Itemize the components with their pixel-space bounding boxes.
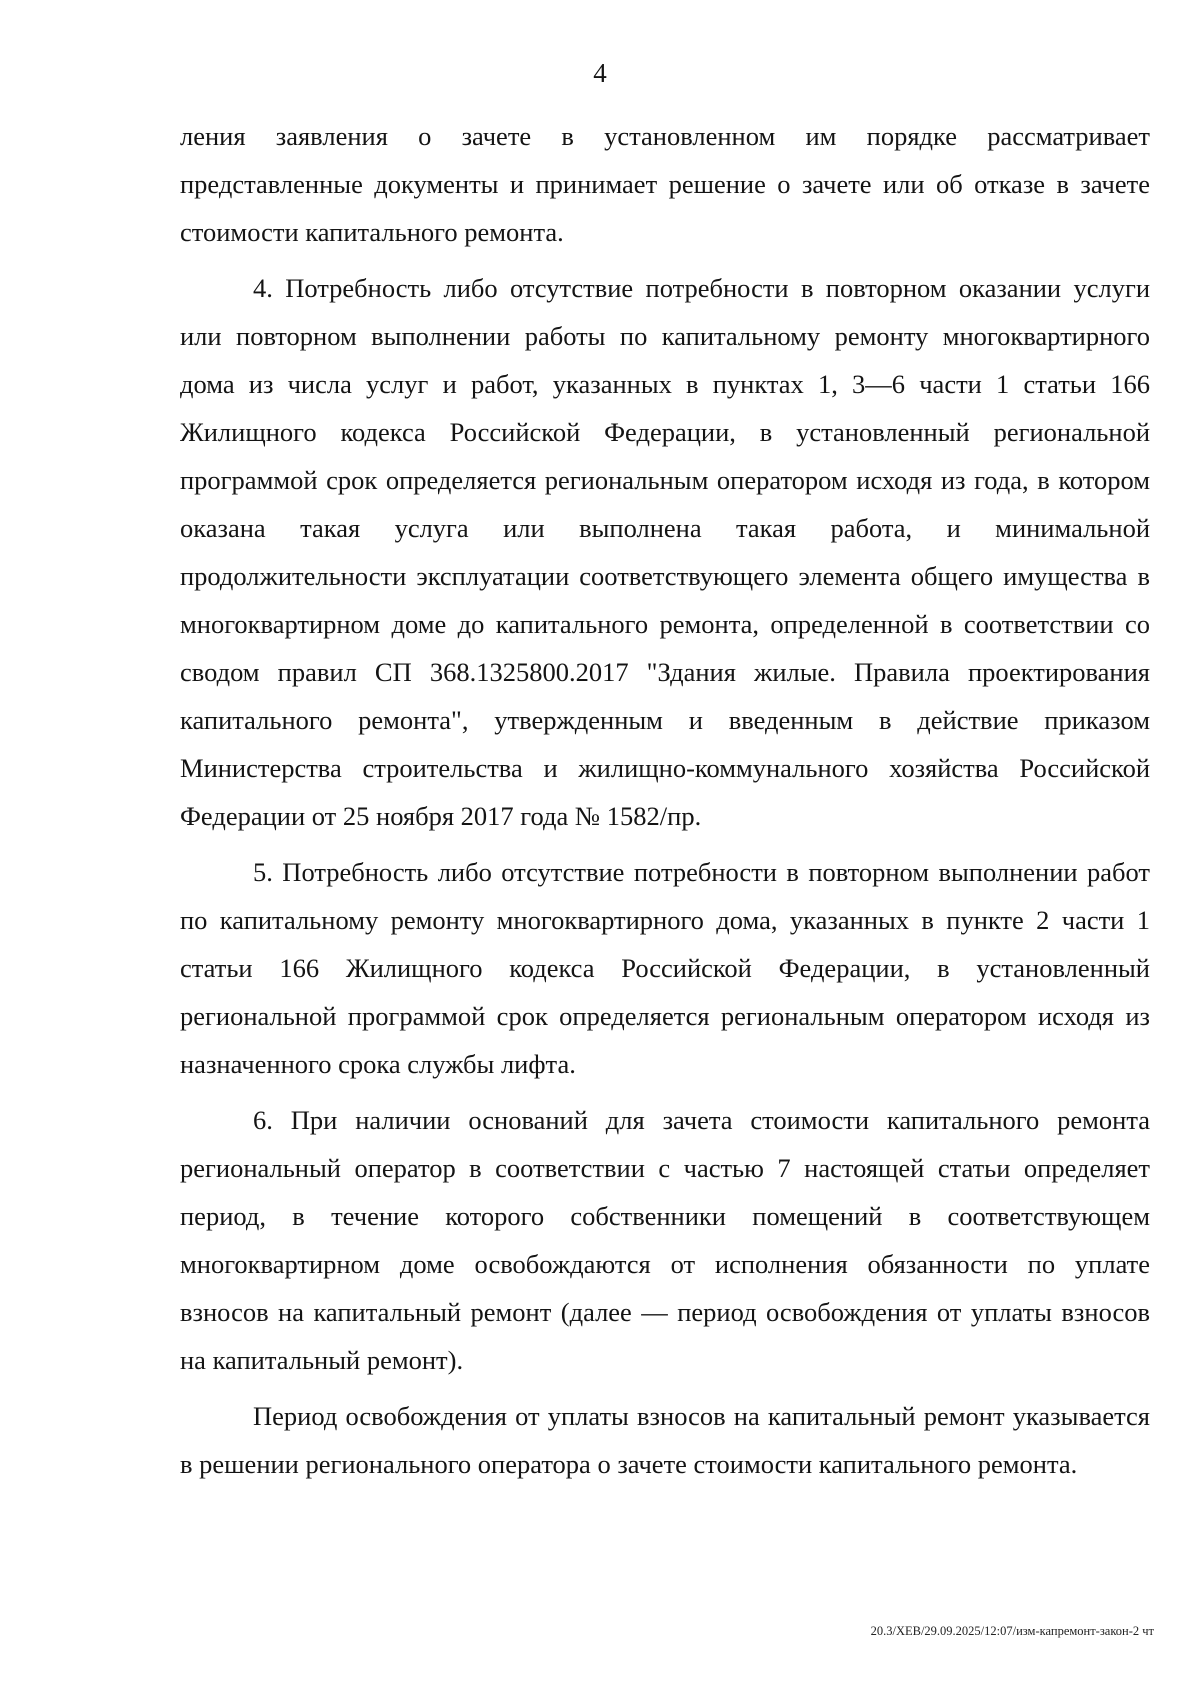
paragraph-item-4: 4. Потребность либо отсутствие потребности в повторном оказании услуги или повторном выполнении работы по капитальному ремонту многоквартирного дома из числа услуг и работ, указанных в пунктах 1, 3—6 части 1 статьи 166 Жилищного кодекса Российской Федерации, в установленный региональной программой срок определяется региональным оператором исходя из года, в котором оказана такая услуга или выполнена такая работа, и минимальной продолжительности эксплуатации соответствующего элемента общего имущества в многоквартирном доме до капитального ремонта, определенной в соответствии со сводом правил СП 368.1325800.2017 "Здания жилые. Правила проектирования капитального ремонта", утвержденным и введенным в действие приказом Министерства строительства и жилищно-коммунального хозяйства Российской Федерации от 25 ноября 2017 года № 1582/пр. [180, 273, 1150, 831]
page-number: 4 [593, 58, 607, 88]
paragraph-continuation: ления заявления о зачете в установленном им порядке рассматривает представленные документы и принимает решение о зачете или об отказе в зачете стоимости капитального ремонта. [180, 121, 1150, 247]
footer-document-code: 20.3/ХЕВ/29.09.2025/12:07/изм-капремонт-закон-2 чт [870, 1624, 1154, 1638]
paragraph-item-6: 6. При наличии оснований для зачета стоимости капитального ремонта региональный оператор в соответствии с частью 7 настоящей статьи определяет период, в течение которого собственники помещений в соответствующем многоквартирном доме освобождаются от исполнения обязанности по уплате взносов на капитальный ремонт (далее — период освобождения от уплаты взносов на капитальный ремонт). [180, 1105, 1150, 1375]
paragraph-item-5: 5. Потребность либо отсутствие потребности в повторном выполнении работ по капитальному ремонту многоквартирного дома, указанных в пункте 2 части 1 статьи 166 Жилищного кодекса Российской Федерации, в установленный региональной программой срок определяется региональным оператором исходя из назначенного срока службы лифта. [180, 857, 1150, 1079]
paragraph-exemption-period: Период освобождения от уплаты взносов на капитальный ремонт указывается в решении регионального оператора о зачете стоимости капитального ремонта. [180, 1401, 1150, 1479]
document-body [180, 112, 1150, 1488]
